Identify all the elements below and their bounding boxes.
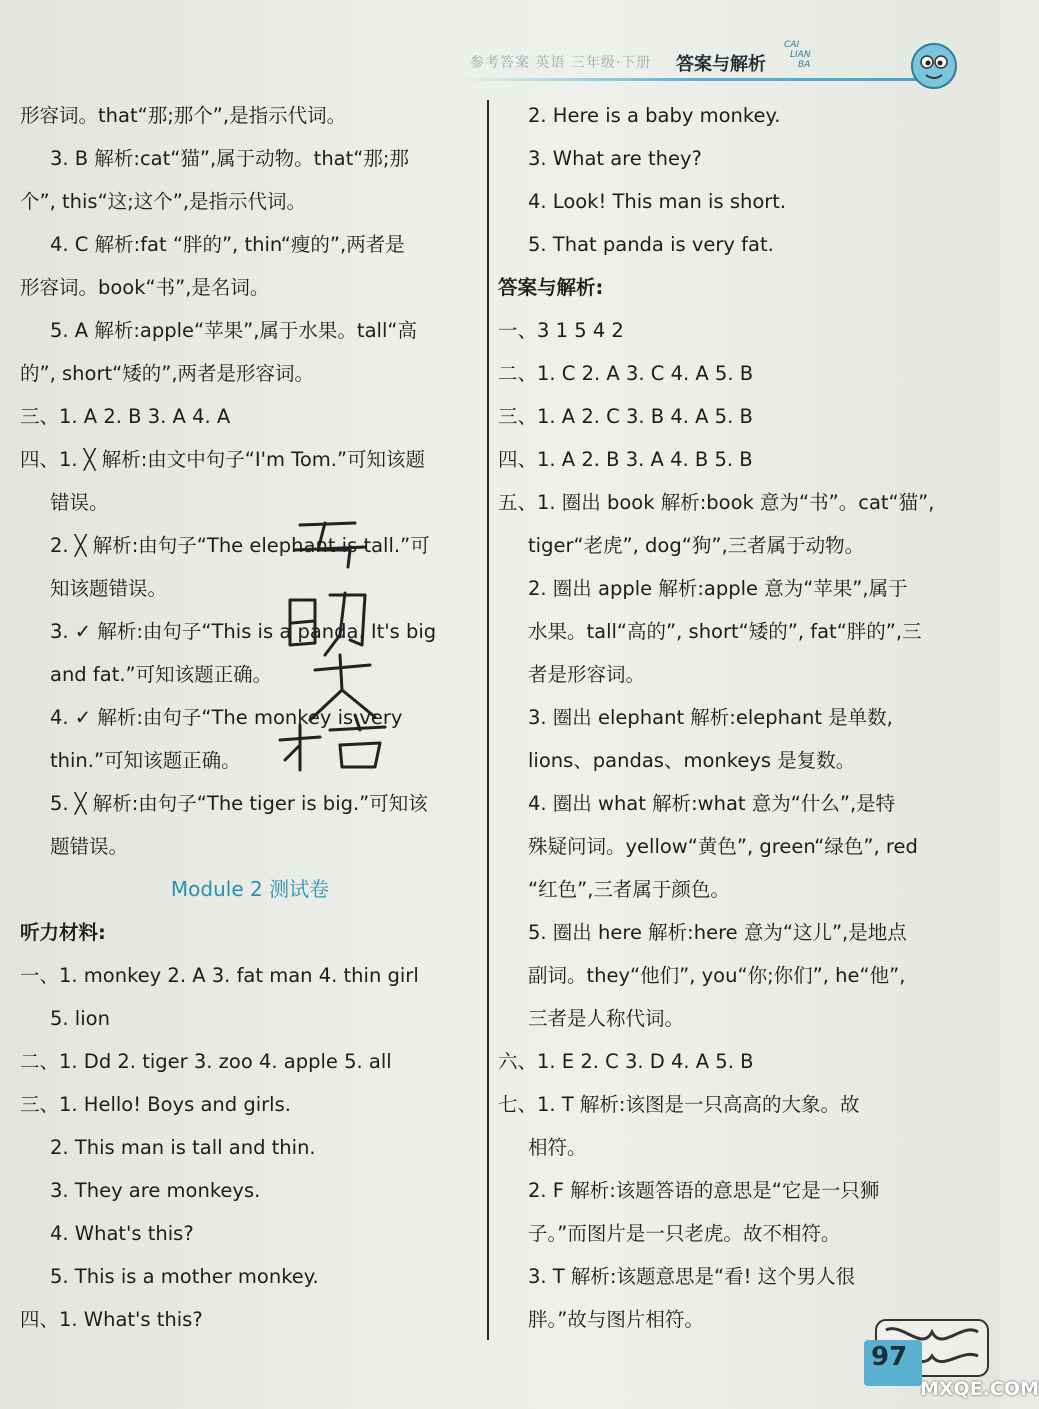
page-number: 97 [871,1342,908,1372]
text-line: 4. Look! This man is short. [528,190,787,213]
text-line: 2. This man is tall and thin. [50,1136,316,1159]
left-column [20,94,480,1341]
text-line: 2. Here is a baby monkey. [528,104,781,127]
text-line: 3. ✓ 解析:由句子“This is a panda. It's big [50,620,437,643]
text-line: 七、1. T 解析:该图是一只高高的大象。故 [498,1093,860,1116]
watermark-text: MXQE.COM [920,1378,1039,1400]
text-line: tiger“老虎”, dog“狗”,三者属于动物。 [528,534,865,557]
text-line: 5. This is a mother monkey. [50,1265,319,1288]
text-line: 5. ╳ 解析:由句子“The tiger is big.”可知该 [50,792,428,815]
text-line: and fat.”可知该题正确。 [50,663,273,686]
text-line: 一、1. monkey 2. A 3. fat man 4. thin girl [20,964,419,987]
text-line: 四、1. What's this? [20,1308,203,1331]
text-line: 5. A 解析:apple“苹果”,属于水果。tall“高 [50,319,417,342]
text-line: 五、1. 圈出 book 解析:book 意为“书”。cat“猫”, [498,491,935,514]
text-line: 答案与解析: [498,276,604,299]
text-line: lions、pandas、monkeys 是复数。 [528,749,856,772]
text-line: 三、1. A 2. B 3. A 4. A [20,405,231,428]
text-line: 三、1. A 2. C 3. B 4. A 5. B [498,405,753,428]
text-line: 3. B 解析:cat“猫”,属于动物。that“那;那 [50,147,409,170]
text-line: 六、1. E 2. C 3. D 4. A 5. B [498,1050,754,1073]
brand-line-3: BA [798,60,811,70]
text-line: 四、1. A 2. B 3. A 4. B 5. B [498,448,753,471]
text-line: 子。”而图片是一只老虎。故不相符。 [528,1222,841,1245]
text-line: 3. What are they? [528,147,702,170]
text-line: 的”, short“矮的”,两者是形容词。 [20,362,315,385]
text-line: 二、1. Dd 2. tiger 3. zoo 4. apple 5. all [20,1050,392,1073]
faded-header-text: 参考答案 英语 三年级·下册 [470,55,652,71]
text-line: 殊疑问词。yellow“黄色”, green“绿色”, red [528,835,918,858]
text-line: 5. lion [50,1007,110,1030]
text-line: 5. That panda is very fat. [528,233,774,256]
text-line: 4. ✓ 解析:由句子“The monkey is very [50,706,403,729]
column-divider [487,100,489,1340]
brand-logo [766,40,838,100]
text-line: 二、1. C 2. A 3. C 4. A 5. B [498,362,754,385]
text-line: thin.”可知该题正确。 [50,749,241,772]
header-rule [460,78,920,81]
mascot-icon [908,40,960,92]
text-line: 3. 圈出 elephant 解析:elephant 是单数, [528,706,893,729]
text-line: 水果。tall“高的”, short“矮的”, fat“胖的”,三 [528,620,922,643]
text-line: 听力材料: [20,921,106,944]
text-line: 3. T 解析:该题意思是“看! 这个男人很 [528,1265,856,1288]
text-line: 副词。they“他们”, you“你;你们”, he“他”, [528,964,906,987]
text-line: 题错误。 [50,835,129,858]
text-line: 一、3 1 5 4 2 [498,319,624,342]
text-line: 者是形容词。 [528,663,646,686]
handwritten-annotation [270,505,400,775]
text-line: 三者是人称代词。 [528,1007,685,1030]
text-line: “红色”,三者属于颜色。 [528,878,730,901]
brand-line-1: CAI [784,40,800,50]
text-line: 5. 圈出 here 解析:here 意为“这儿”,是地点 [528,921,907,944]
right-column [498,94,968,1341]
text-line: 知该题错误。 [50,577,168,600]
text-line: 错误。 [50,491,109,514]
text-line: 3. They are monkeys. [50,1179,261,1202]
section-title: Module 2 测试卷 [170,877,330,901]
text-line: 4. C 解析:fat “胖的”, thin“瘦的”,两者是 [50,233,405,256]
brand-line-2: LIAN [790,50,811,60]
text-line: 胖。”故与图片相符。 [528,1308,704,1331]
text-line: 2. 圈出 apple 解析:apple 意为“苹果”,属于 [528,577,908,600]
text-line: 4. 圈出 what 解析:what 意为“什么”,是特 [528,792,896,815]
text-line: 4. What's this? [50,1222,194,1245]
text-line: 2. ╳ 解析:由句子“The elephant is tall.”可 [50,534,430,557]
text-line: 三、1. Hello! Boys and girls. [20,1093,291,1116]
text-line: 2. F 解析:该题答语的意思是“它是一只狮 [528,1179,880,1202]
text-line: 个”, this“这;这个”,是指示代词。 [20,190,307,213]
text-line: 相符。 [528,1136,587,1159]
text-line: 形容词。book“书”,是名词。 [20,276,270,299]
text-line: 四、1. ╳ 解析:由文中句子“I'm Tom.”可知该题 [20,448,426,471]
header-title: 答案与解析 [676,54,766,75]
text-line: 形容词。that“那;那个”,是指示代词。 [20,104,347,127]
